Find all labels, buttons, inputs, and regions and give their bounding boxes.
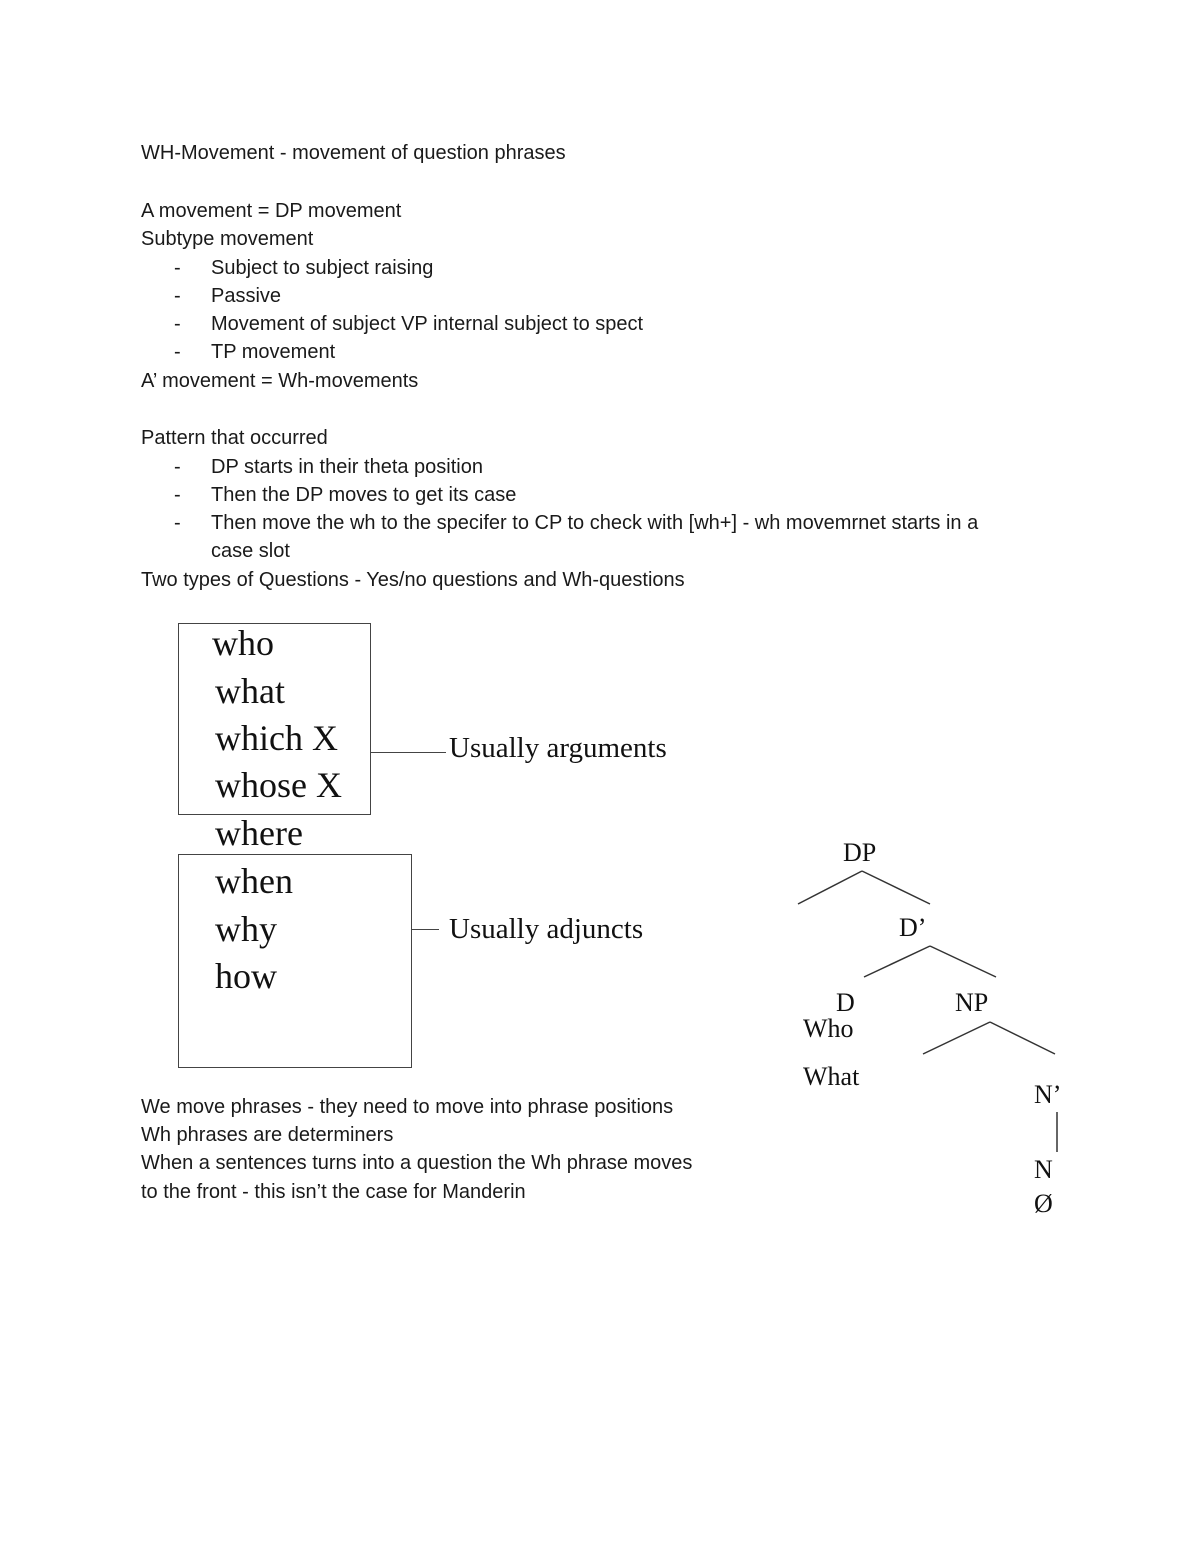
pattern-item: Then the DP moves to get its case bbox=[211, 484, 517, 506]
tree-node-dp: DP bbox=[843, 838, 877, 867]
tree-branch bbox=[923, 1022, 990, 1054]
bullet-dash: - bbox=[174, 456, 181, 478]
tree-filler-who: Who bbox=[803, 1014, 854, 1043]
subtype-heading: Subtype movement bbox=[141, 228, 314, 250]
tree-branch bbox=[864, 946, 930, 977]
pattern-item: Then move the wh to the specifer to CP to check with [wh+] - wh movemrnet starts in a bbox=[211, 512, 979, 534]
pattern-heading: Pattern that occurred bbox=[141, 427, 328, 449]
tree-branch bbox=[990, 1022, 1055, 1054]
bottom-note: Wh phrases are determiners bbox=[141, 1124, 394, 1146]
wh-word-where: where bbox=[215, 813, 303, 853]
tree-node-np: NP bbox=[955, 988, 989, 1017]
a-bar-movement-line: A’ movement = Wh-movements bbox=[141, 370, 419, 392]
tree-branch bbox=[798, 871, 862, 904]
wh-word: which X bbox=[215, 718, 338, 758]
bullet-dash: - bbox=[174, 484, 181, 506]
tree-node-null: Ø bbox=[1034, 1189, 1053, 1218]
adjuncts-label: Usually adjuncts bbox=[449, 913, 644, 945]
bullet-dash: - bbox=[174, 285, 181, 307]
arguments-label: Usually arguments bbox=[449, 732, 667, 764]
bottom-note: When a sentences turns into a question the Wh phrase moves bbox=[141, 1152, 693, 1174]
subtype-item: Subject to subject raising bbox=[211, 257, 434, 279]
bottom-note: We move phrases - they need to move into phrase positions bbox=[141, 1096, 674, 1118]
tree-branch bbox=[930, 946, 996, 977]
question-types-line: Two types of Questions - Yes/no questions and Wh-questions bbox=[141, 569, 685, 591]
subtype-item: TP movement bbox=[211, 341, 336, 363]
tree-branch bbox=[862, 871, 930, 904]
wh-word: what bbox=[215, 671, 285, 711]
bullet-dash: - bbox=[174, 313, 181, 335]
tree-node-n: N bbox=[1034, 1155, 1053, 1184]
bullet-dash: - bbox=[174, 512, 181, 534]
tree-node-n-bar: N’ bbox=[1034, 1080, 1062, 1109]
wh-word: why bbox=[215, 909, 277, 949]
tree-filler-what: What bbox=[803, 1062, 860, 1091]
bottom-note: to the front - this isn’t the case for Manderin bbox=[141, 1181, 526, 1203]
wh-word: whose X bbox=[215, 765, 342, 805]
pattern-item: DP starts in their theta position bbox=[211, 456, 483, 478]
notes-title: WH-Movement - movement of question phrases bbox=[141, 142, 566, 164]
tree-node-d-bar: D’ bbox=[899, 913, 927, 942]
subtype-item: Passive bbox=[211, 285, 282, 307]
tree-node-d: D bbox=[836, 988, 855, 1017]
pattern-item-continuation: case slot bbox=[211, 540, 290, 562]
wh-word: who bbox=[212, 623, 274, 663]
subtype-item: Movement of subject VP internal subject to spect bbox=[211, 313, 644, 335]
bullet-dash: - bbox=[174, 257, 181, 279]
a-movement-line: A movement = DP movement bbox=[141, 200, 402, 222]
wh-word: how bbox=[215, 956, 277, 996]
bullet-dash: - bbox=[174, 341, 181, 363]
wh-word: when bbox=[215, 861, 293, 901]
